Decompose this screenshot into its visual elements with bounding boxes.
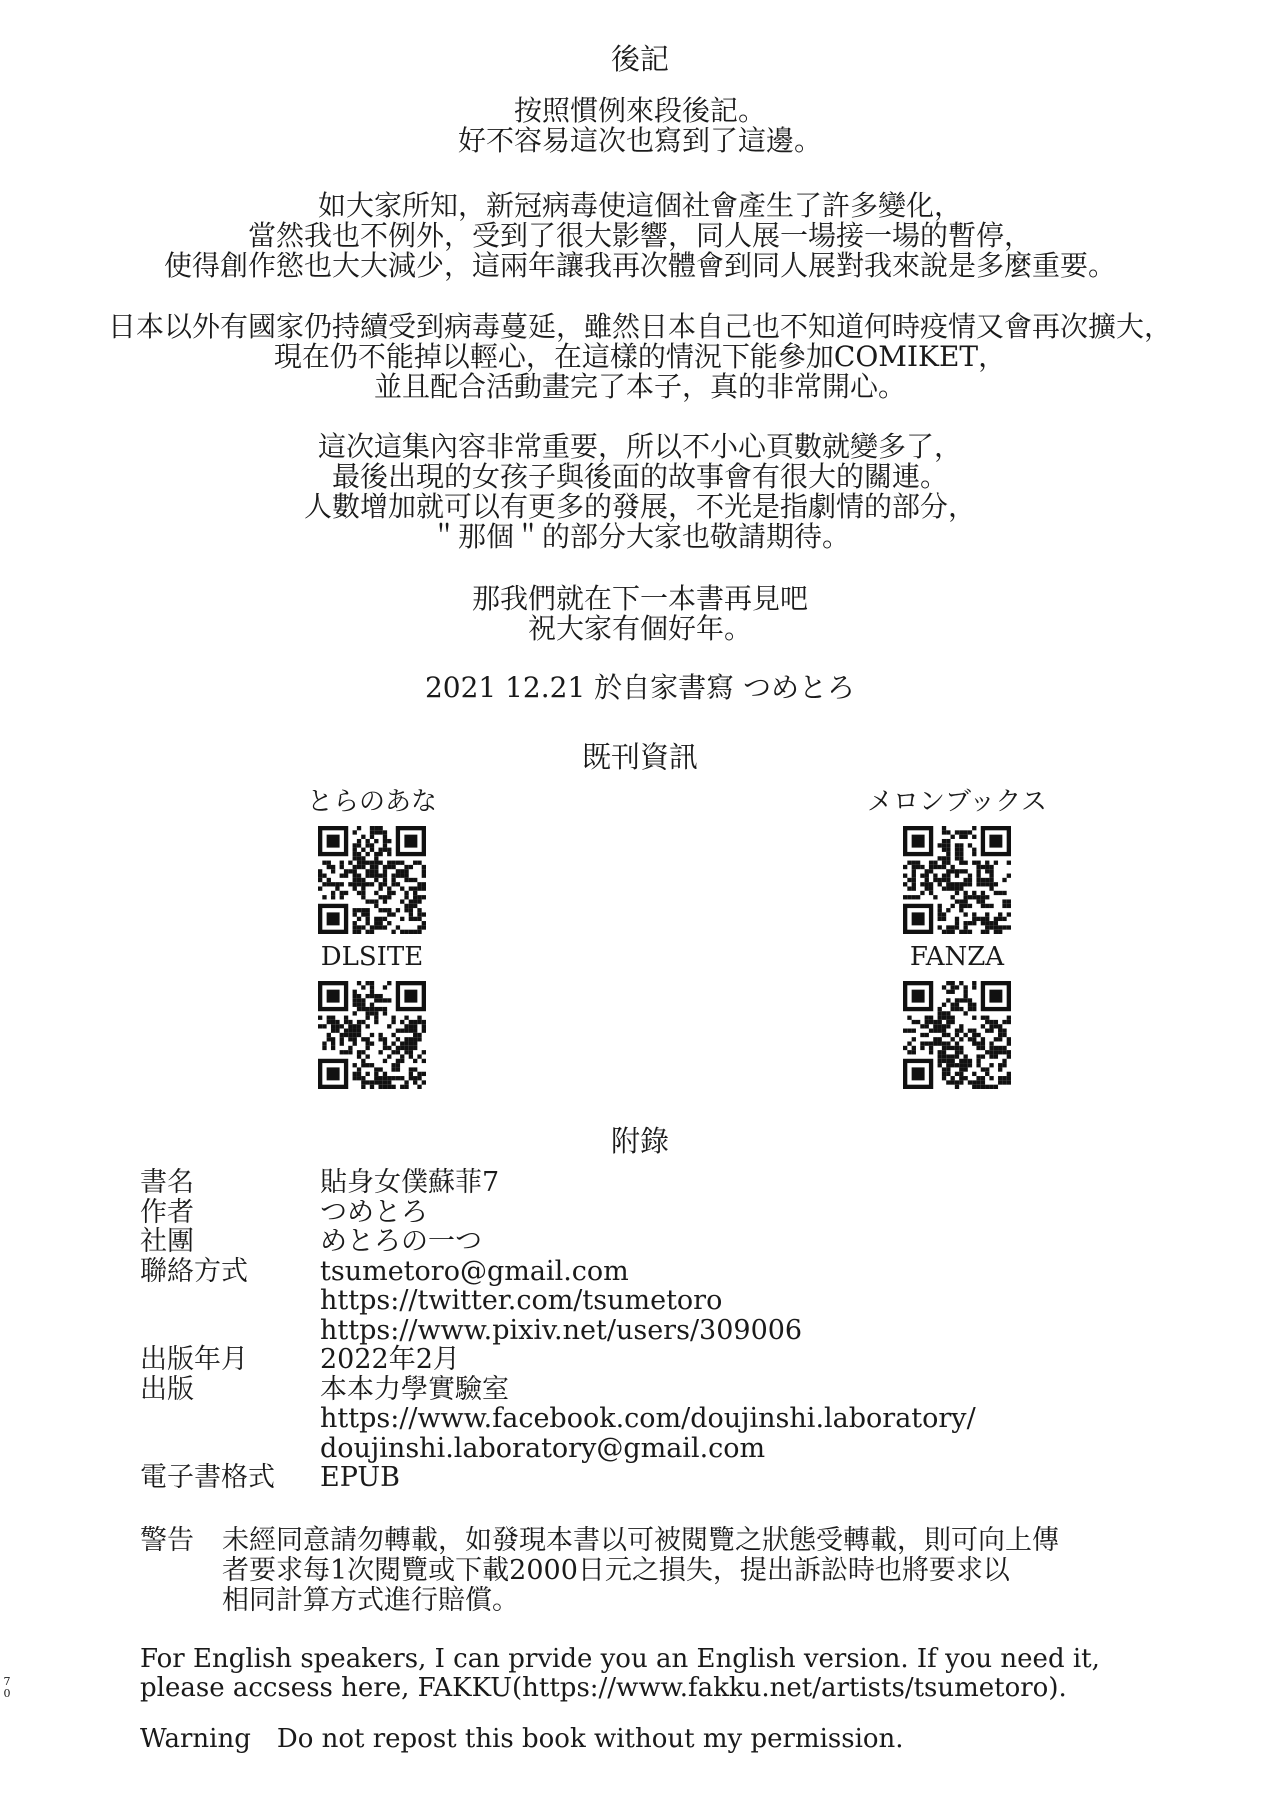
row-value: https://www.facebook.com/doujinshi.laboratory/ [320, 1403, 976, 1434]
published-info-title: 既刊資訊 [581, 740, 698, 774]
page-number-digit: 0 [3, 1687, 11, 1700]
text-line: ＂那個＂的部分大家也敬請期待。 [429, 520, 850, 553]
qr-code-icon [318, 981, 426, 1089]
warning-label: 警告 [140, 1525, 194, 1556]
afterword-paragraph-2 [0, 191, 1280, 281]
afterword-signature: 2021 12.21 於自家書寫 つめとろ [424, 671, 856, 704]
qr-code-dlsite[interactable] [318, 981, 426, 1089]
text-line: 按照慣例來段後記。 [513, 94, 766, 127]
row-label: 聯絡方式 [140, 1255, 248, 1287]
row-value: https://twitter.com/tsumetoro [320, 1285, 723, 1316]
row-label: 出版 [140, 1373, 194, 1405]
text-line: 相同計算方式進行賠償。 [222, 1585, 519, 1616]
text-line: 那我們就在下一本書再見吧 [471, 582, 808, 615]
text-line: 使得創作慾也大大減少，這兩年讓我再次體會到同人展對我來說是多麼重要。 [163, 249, 1116, 282]
text-line: 如大家所知，新冠病毒使這個社會產生了許多變化， [317, 189, 962, 222]
row-value: tsumetoro@gmail.com [320, 1255, 629, 1287]
text-line: 並且配合活動畫完了本子，真的非常開心。 [373, 370, 906, 403]
english-warning: Warning Do not repost this book without my permission. [140, 1724, 904, 1754]
page-number [2, 1676, 12, 1700]
text-line: 人數增加就可以有更多的發展，不光是指劇情的部分， [303, 490, 976, 523]
afterword-paragraph-5 [0, 584, 1280, 644]
shop-label-toranoana: とらのあな [306, 787, 437, 817]
afterword-paragraph-4 [0, 432, 1280, 552]
text-line: please accsess here, FAKKU(https://www.fakku.net/artists/tsumetoro). [140, 1673, 1067, 1703]
qr-code-melonbooks[interactable] [903, 826, 1011, 934]
row-value: 本本力學實驗室 [320, 1373, 509, 1405]
row-label: 作者 [140, 1196, 194, 1228]
row-value: https://www.pixiv.net/users/309006 [320, 1314, 803, 1346]
text-line: 這次這集內容非常重要，所以不小心頁數就變多了， [317, 430, 962, 463]
text-line: 當然我也不例外，受到了很大影響，同人展一場接一場的暫停， [247, 219, 1032, 252]
english-note [140, 1645, 1100, 1703]
warning-block-zh [140, 1526, 1140, 1621]
qr-code-toranoana[interactable] [318, 826, 426, 934]
page-number-digit: 7 [3, 1675, 11, 1688]
text-line: 祝大家有個好年。 [527, 612, 752, 645]
row-value: めとろの一つ [320, 1226, 482, 1257]
shop-label-dlsite: DLSITE [320, 942, 424, 972]
text-line: For English speakers, I can prvide you an English version. If you need it, [140, 1644, 1100, 1674]
row-label: 出版年月 [140, 1344, 248, 1375]
row-value: 貼身女僕蘇菲7 [320, 1167, 500, 1198]
qr-code-icon [318, 826, 426, 934]
text-line: 好不容易這次也寫到了這邊。 [457, 124, 822, 157]
row-value: EPUB [320, 1462, 400, 1493]
warning-text [222, 1526, 1059, 1616]
shop-label-fanza: FANZA [909, 942, 1005, 972]
row-label: 書名 [140, 1167, 194, 1198]
row-label: 電子書格式 [140, 1462, 275, 1493]
qr-code-fanza[interactable] [903, 981, 1011, 1089]
row-label: 社團 [140, 1226, 194, 1257]
text-line: 最後出現的女孩子與後面的故事會有很大的關連。 [331, 460, 948, 493]
text-line: 日本以外有國家仍持續受到病毒蔓延，雖然日本自己也不知道何時疫情又會再次擴大， [107, 310, 1172, 343]
text-line: 者要求每1次閱覽或下載2000日元之損失，提出訴訟時也將要求以 [222, 1555, 1010, 1586]
appendix-table [140, 1168, 1140, 1508]
qr-code-icon [903, 826, 1011, 934]
row-value: doujinshi.laboratory@gmail.com [320, 1432, 766, 1464]
afterword-title: 後記 [610, 42, 669, 76]
afterword-paragraph-1 [0, 96, 1280, 156]
shop-label-melonbooks: メロンブックス [867, 787, 1047, 817]
row-value: つめとろ [320, 1196, 428, 1228]
row-value: 2022年2月 [320, 1344, 460, 1375]
text-line: 現在仍不能掉以輕心，在這樣的情況下能參加COMIKET， [273, 340, 1007, 373]
qr-code-icon [903, 981, 1011, 1089]
appendix-title: 附錄 [610, 1124, 669, 1158]
text-line: 未經同意請勿轉載，如發現本書以可被閱覽之狀態受轉載，則可向上傳 [222, 1525, 1059, 1556]
afterword-paragraph-3 [0, 312, 1280, 402]
